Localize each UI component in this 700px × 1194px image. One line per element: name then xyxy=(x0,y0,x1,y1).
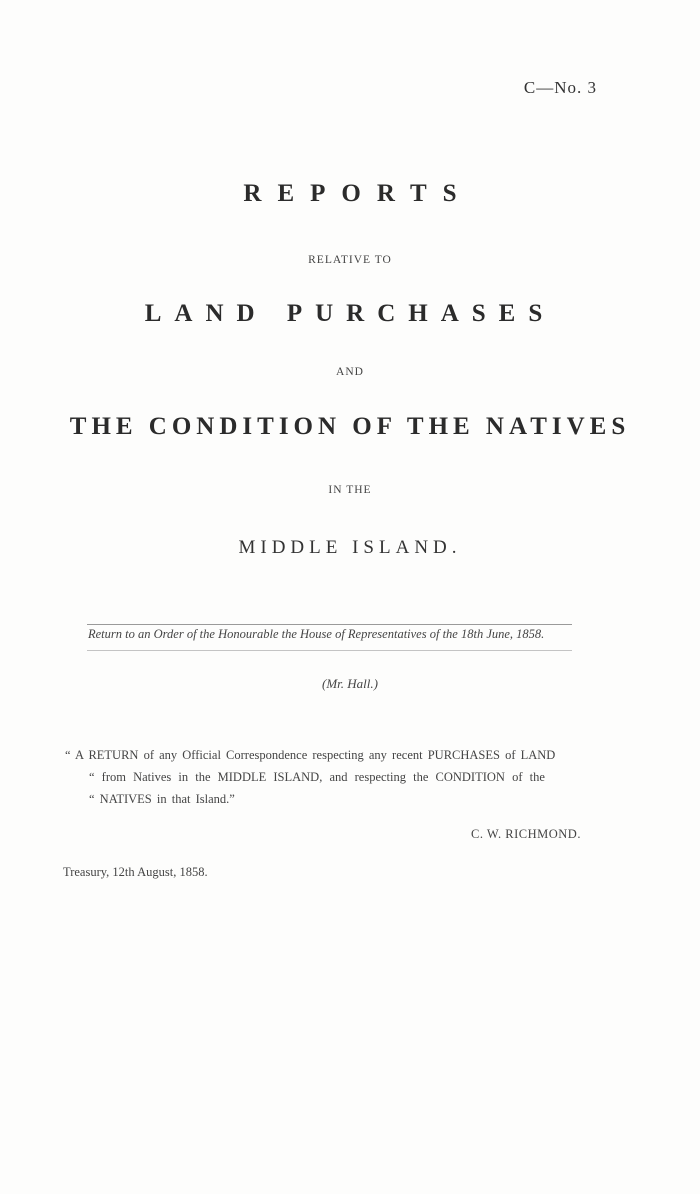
title-and: AND xyxy=(336,366,364,378)
title-reports: REPORTS xyxy=(243,180,473,207)
quotation-line-1: “ A RETURN of any Official Correspondence respecting any recent PURCHASES of LAND xyxy=(65,748,556,762)
title-land-purchases: LAND PURCHASES xyxy=(144,300,556,327)
document-reference: C—No. 3 xyxy=(523,78,597,97)
title-middle-island: MIDDLE ISLAND. xyxy=(238,537,462,558)
order-return-text: Return to an Order of the Honourable the House of Representatives of the 18th June, 1858. xyxy=(88,627,545,641)
order-mover: (Mr. Hall.) xyxy=(322,676,378,691)
title-condition-of-natives: THE CONDITION OF THE NATIVES xyxy=(69,413,631,440)
quotation-line-2: “ from Natives in the MIDDLE ISLAND, and respecting the CONDITION of the xyxy=(89,770,545,784)
signature: C. W. RICHMOND. xyxy=(471,827,581,841)
horizontal-rule-top xyxy=(87,624,572,625)
dateline: Treasury, 12th August, 1858. xyxy=(63,865,208,879)
horizontal-rule-bottom xyxy=(87,650,572,651)
title-relative-to: RELATIVE TO xyxy=(308,254,392,266)
title-in-the: IN THE xyxy=(328,484,372,496)
quotation-line-3: “ NATIVES in that Island.” xyxy=(89,792,235,806)
